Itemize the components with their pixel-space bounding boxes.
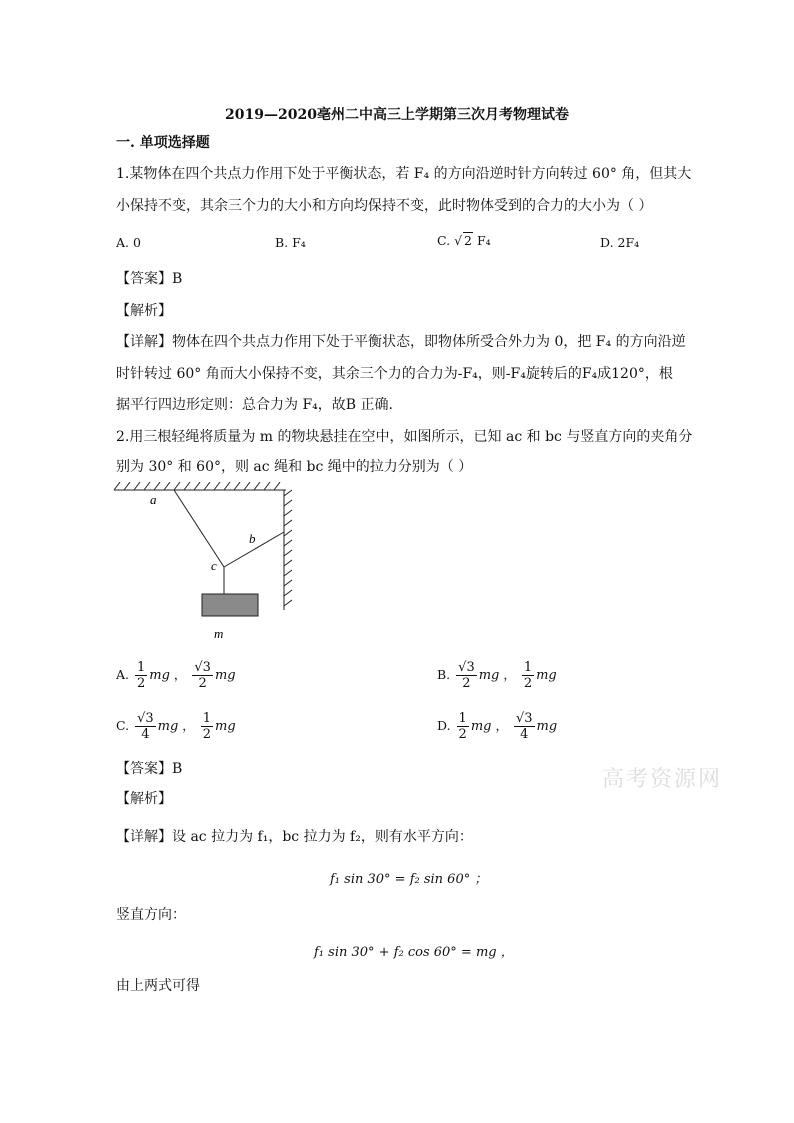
q2-option-c: C. $\frac{√3}{4}$ mg ， $\frac{1}{2}$ mg (116, 711, 236, 742)
rope-ac (174, 490, 224, 567)
mg: mg (157, 719, 179, 734)
page-title: 2019—2020亳州二中高三上学期第三次月考物理试卷 (225, 107, 569, 123)
q2-equation-2: f₁ sin 30° + f₂ cos 60° = mg ， (314, 945, 514, 960)
q1-analysis-heading: 【解析】 (116, 303, 172, 319)
q1-detail-line1: 【详解】物体在四个共点力作用下处于平衡状态，即物体所受合外力为 0，把 F₄ 的方向沿逆 (116, 334, 686, 350)
fraction (457, 711, 469, 742)
q1-option-c-label: C. (437, 233, 451, 248)
q1-option-a: A. 0 (116, 235, 141, 250)
numerator: √3 (137, 711, 154, 726)
q2-conclusion: 由上两式可得 (116, 978, 200, 994)
q1-option-c-radicand: 2 (464, 233, 472, 248)
label-c: c (211, 558, 217, 573)
mg: mg (215, 719, 236, 734)
mg: mg (470, 719, 492, 734)
wall-hatch (284, 490, 292, 610)
mg: mg (214, 668, 236, 683)
section-heading: 一. 单项选择题 (116, 135, 210, 151)
q2-stem-line1: 2.用三根轻绳将质量为 m 的物块悬挂在空中，如图所示，已知 ac 和 bc 与竖直方向的夹角分 (116, 429, 693, 445)
numerator: 1 (202, 711, 212, 726)
fraction (514, 711, 535, 742)
label-a: a (150, 492, 157, 507)
q2-option-a: A. $\frac{1}{2}$ mg ， $\frac{√3}{2}$ mg (116, 660, 236, 691)
q2-equation-1: f₁ sin 30° = f₂ sin 60° ； (330, 872, 488, 887)
numerator: 1 (458, 711, 467, 726)
fraction (201, 711, 213, 742)
option-label: D. (437, 718, 451, 733)
denominator: 4 (520, 727, 529, 742)
fraction (522, 660, 534, 691)
denominator: 2 (458, 727, 467, 742)
denominator: 4 (141, 727, 150, 742)
denominator: 2 (523, 676, 533, 691)
denominator: 2 (137, 676, 146, 691)
mg: mg (478, 668, 500, 683)
numerator: √3 (194, 660, 211, 675)
ceiling-hatch (114, 482, 286, 490)
label-b: b (249, 531, 256, 546)
block-m (202, 594, 258, 616)
q1-answer: 【答案】B (116, 271, 183, 287)
sqrt-symbol: √ (454, 233, 463, 248)
fraction (135, 660, 147, 691)
denominator: 2 (462, 676, 471, 691)
q2-answer: 【答案】B (116, 761, 183, 777)
watermark: 高考资源网 (602, 767, 723, 792)
q2-analysis-heading: 【解析】 (116, 791, 172, 807)
numerator: √3 (515, 711, 533, 726)
option-label: C. (116, 718, 130, 733)
q2-option-b: B. $\frac{√3}{2}$ mg ， $\frac{1}{2}$ mg (437, 660, 557, 691)
q1-option-b: B. F₄ (275, 235, 306, 250)
fraction (456, 660, 477, 691)
fraction (192, 660, 213, 691)
q2-option-d: D. $\frac{1}{2}$ mg ， $\frac{√3}{4}$ mg (437, 711, 558, 742)
q1-detail-line2: 时针转过 60° 角而大小保持不变，其余三个力的合力为-F₄，则-F₄旋转后的F₄成120°，根 (116, 366, 673, 382)
q1-option-c (437, 232, 491, 248)
denominator: 2 (198, 676, 207, 691)
q1-stem-line2: 小保持不变，其余三个力的大小和方向均保持不变，此时物体受到的合力的大小为（ ） (116, 198, 653, 214)
numerator: √3 (458, 660, 475, 675)
q1-detail-line3: 据平行四边形定则：总合力为 F₄，故B 正确. (116, 397, 393, 413)
option-label: A. (116, 667, 130, 682)
label-m: m (214, 626, 224, 641)
q2-figure (110, 482, 300, 642)
q1-option-c-unit: F₄ (476, 233, 491, 248)
mg: mg (536, 668, 557, 683)
numerator: 1 (137, 660, 146, 675)
q2-detail-line1: 【详解】设 ac 拉力为 f₁，bc 拉力为 f₂，则有水平方向： (116, 829, 473, 845)
q2-stem-line2: 别为 30° 和 60°，则 ac 绳和 bc 绳中的拉力分别为（ ） (116, 459, 473, 475)
q2-vertical-label: 竖直方向： (116, 907, 186, 923)
denominator: 2 (202, 727, 212, 742)
fraction (135, 711, 156, 742)
mg: mg (536, 719, 558, 734)
q1-stem-line1: 1.某物体在四个共点力作用下处于平衡状态，若 F₄ 的方向沿逆时针方向转过 60° 角，但其大 (116, 166, 692, 182)
q1-option-d: D. 2F₄ (600, 235, 640, 250)
mg: mg (149, 668, 170, 683)
numerator: 1 (523, 660, 533, 675)
option-label: B. (437, 667, 451, 682)
